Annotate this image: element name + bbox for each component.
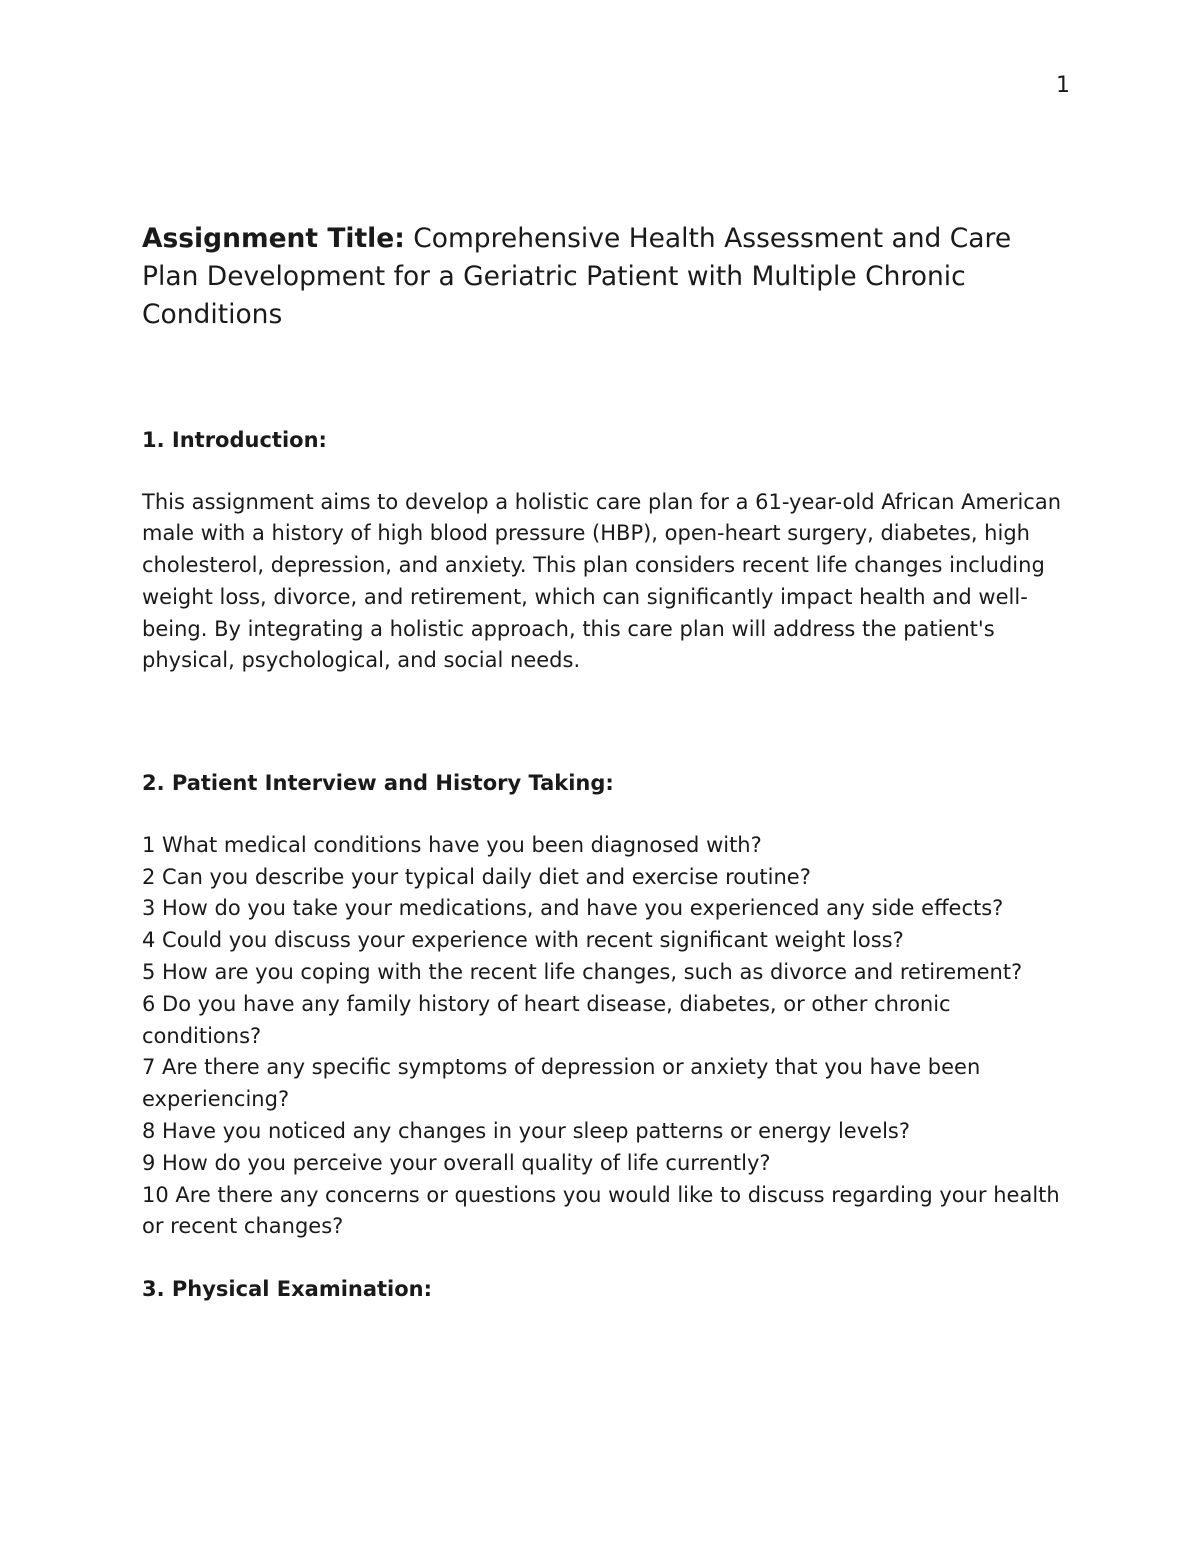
list-item: 8 Have you noticed any changes in your sleep patterns or energy levels? [142,1118,910,1143]
list-item: 1 What medical conditions have you been diagnosed with? [142,832,762,857]
list-item: 2 Can you describe your typical daily diet and exercise routine? [142,864,811,889]
interview-question-list [142,830,1072,1243]
title-text: Comprehensive Health Assessment and Care Plan Development for a Geriatric Patient with Multiple Chronic Conditions [142,223,1012,330]
list-item: 6 Do you have any family history of heart disease, diabetes, or other chronic conditions? [142,991,951,1048]
list-item: 3 How do you take your medications, and have you experienced any side effects? [142,896,1004,921]
title-label: Assignment Title: [142,223,405,254]
page-number: 1 [1056,73,1070,98]
list-item: 5 How are you coping with the recent life changes, such as divorce and retirement? [142,959,1023,984]
list-item: 10 Are there any concerns or questions you would like to discuss regarding your health or recent changes? [142,1182,1060,1239]
introduction-paragraph: This assignment aims to develop a holistic care plan for a 61-year-old African American male with a history of high blood pressure (HBP), open-heart surgery, diabetes, high cholesterol, depression, and anxiety. This plan considers recent life changes including weight loss, divorce, and retirement, which can significantly impact health and well-being. By integrating a holistic approach, this care plan will address the patient's physical, psychological, and social needs. [142,489,1062,673]
section-heading-introduction: 1. Introduction: [142,428,327,452]
list-item: 7 Are there any specific symptoms of depression or anxiety that you have been experiencing? [142,1055,981,1112]
section-heading-physical-examination: 3. Physical Examination: [142,1277,433,1302]
document-title [142,220,1072,334]
list-item: 4 Could you discuss your experience with recent significant weight loss? [142,928,904,953]
document-body [142,220,1072,1306]
list-item: 9 How do you perceive your overall quality of life currently? [142,1150,771,1175]
section-heading-interview: 2. Patient Interview and History Taking: [142,771,614,796]
